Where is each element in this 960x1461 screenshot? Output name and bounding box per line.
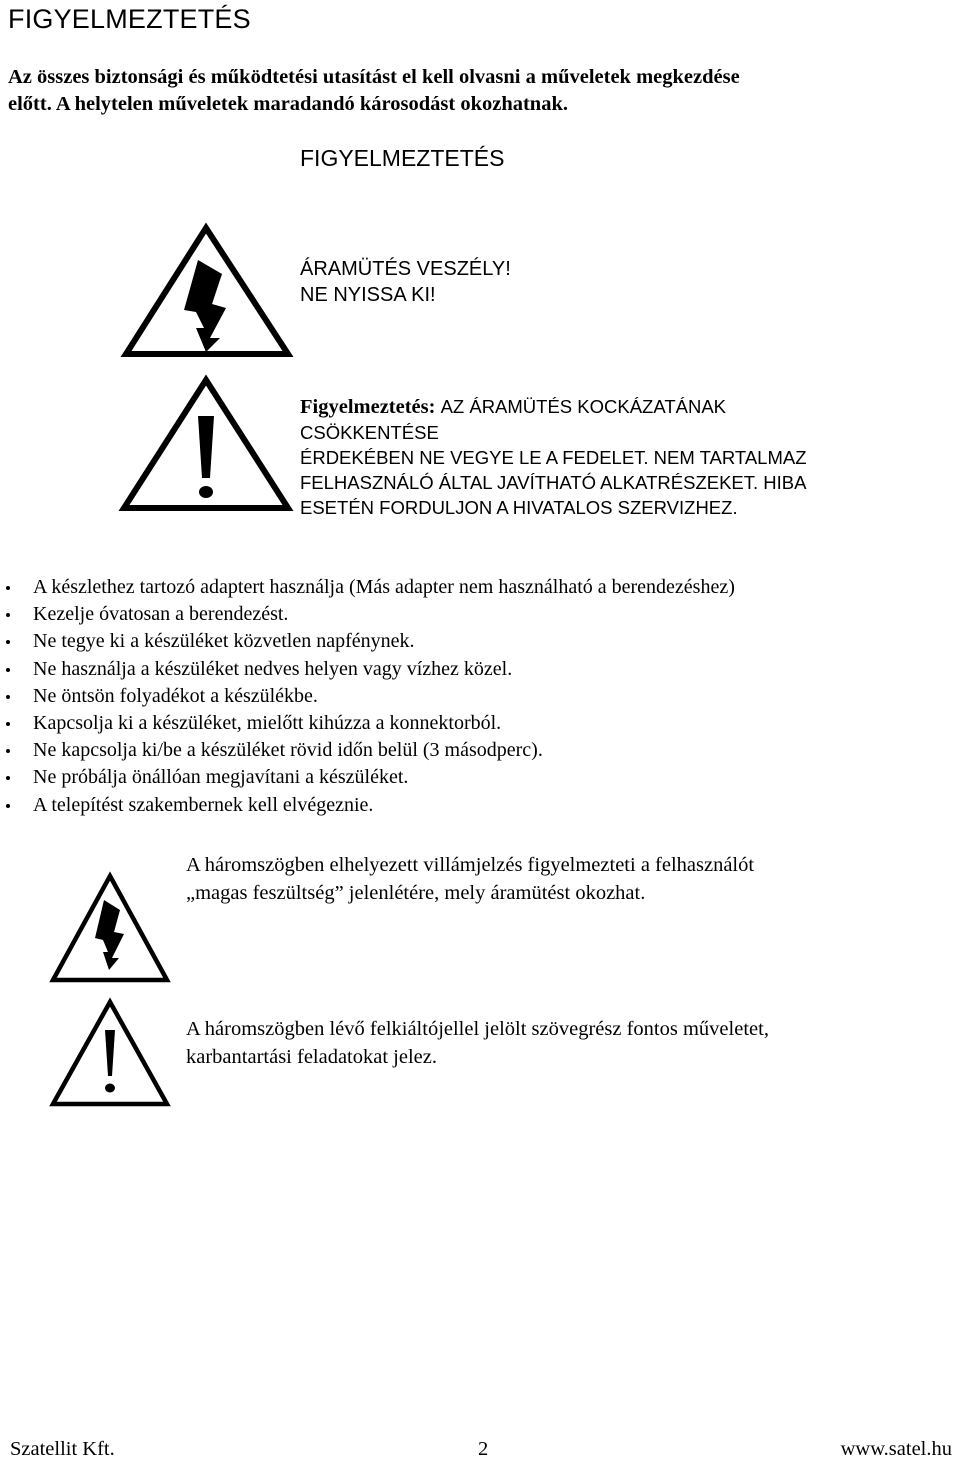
footer-website: www.satel.hu: [840, 1438, 952, 1460]
danger-line-2: NE NYISSA KI!: [300, 284, 436, 306]
lightning-note: [186, 851, 754, 907]
bullet-icon: [6, 613, 10, 617]
warning-line-4: FELHASZNÁLÓ ÁLTAL JAVÍTHATÓ ALKATRÉSZEKET. HIBA: [300, 472, 807, 493]
list-item: Kapcsolja ki a készüléket, mielőtt kihúzza a konnektorból.: [6, 710, 735, 737]
exclamation-warning-triangle-icon: [120, 374, 292, 512]
list-item: A készlethez tartozó adaptert használja (Más adapter nem használható a berendezéshez): [6, 574, 735, 601]
warning-line-5: ESETÉN FORDULJON A HIVATALOS SZERVIZHEZ.: [300, 497, 738, 518]
list-item: A telepítést szakembernek kell elvégeznie.: [6, 792, 735, 819]
bullet-icon: [6, 640, 10, 644]
warning-text-block: [300, 394, 950, 520]
intro-line-2: előtt. A helytelen műveletek maradandó károsodást okozhatnak.: [8, 93, 568, 115]
warning-line-3: ÉRDEKÉBEN NE VEGYE LE A FEDELET. NEM TARTALMAZ: [300, 447, 807, 468]
page-title: FIGYELMEZTETÉS: [8, 4, 251, 34]
danger-line-1: ÁRAMÜTÉS VESZÉLY!: [300, 258, 511, 280]
exclamation-note: [186, 1015, 769, 1071]
exclamation-note-line-1: A háromszögben lévő felkiáltójellel jelölt szövegrész fontos műveletet,: [186, 1018, 769, 1040]
intro-paragraph: [8, 64, 740, 118]
lightning-note-line-2: „magas feszültség” jelenlétére, mely áramütést okozhat.: [186, 882, 646, 904]
list-item: Ne próbálja önállóan megjavítani a készüléket.: [6, 764, 735, 791]
list-item: Ne tegye ki a készüléket közvetlen napfénynek.: [6, 628, 735, 655]
exclamation-note-line-2: karbantartási feladatokat jelez.: [186, 1046, 437, 1068]
warning-label: Figyelmeztetés:: [300, 396, 436, 418]
bullet-icon: [6, 804, 10, 808]
intro-line-1: Az összes biztonsági és működtetési utasítást el kell olvasni a műveletek megkezdése: [8, 66, 740, 88]
footer-page-number: 2: [478, 1438, 489, 1460]
list-item: Ne kapcsolja ki/be a készüléket rövid időn belül (3 másodperc).: [6, 737, 735, 764]
lightning-warning-triangle-icon: [122, 222, 292, 358]
footer-company: Szatellit Kft.: [10, 1438, 115, 1460]
warning-heading: FIGYELMEZTETÉS: [300, 145, 505, 171]
bullet-icon: [6, 749, 10, 753]
exclamation-warning-triangle-icon: [48, 996, 172, 1108]
bullet-icon: [6, 722, 10, 726]
list-item: Kezelje óvatosan a berendezést.: [6, 601, 735, 628]
safety-bullet-list: [6, 574, 735, 819]
list-item: Ne öntsön folyadékot a készülékbe.: [6, 683, 735, 710]
list-item: Ne használja a készüléket nedves helyen vagy vízhez közel.: [6, 656, 735, 683]
warning-line-1: AZ ÁRAMÜTÉS KOCKÁZATÁNAK: [440, 396, 727, 417]
bullet-icon: [6, 586, 10, 590]
warning-line-2: CSÖKKENTÉSE: [300, 422, 439, 443]
bullet-icon: [6, 668, 10, 672]
lightning-warning-triangle-icon: [48, 870, 172, 984]
bullet-icon: [6, 695, 10, 699]
danger-text: [300, 256, 511, 308]
bullet-icon: [6, 776, 10, 780]
lightning-note-line-1: A háromszögben elhelyezett villámjelzés figyelmezteti a felhasználót: [186, 854, 755, 876]
